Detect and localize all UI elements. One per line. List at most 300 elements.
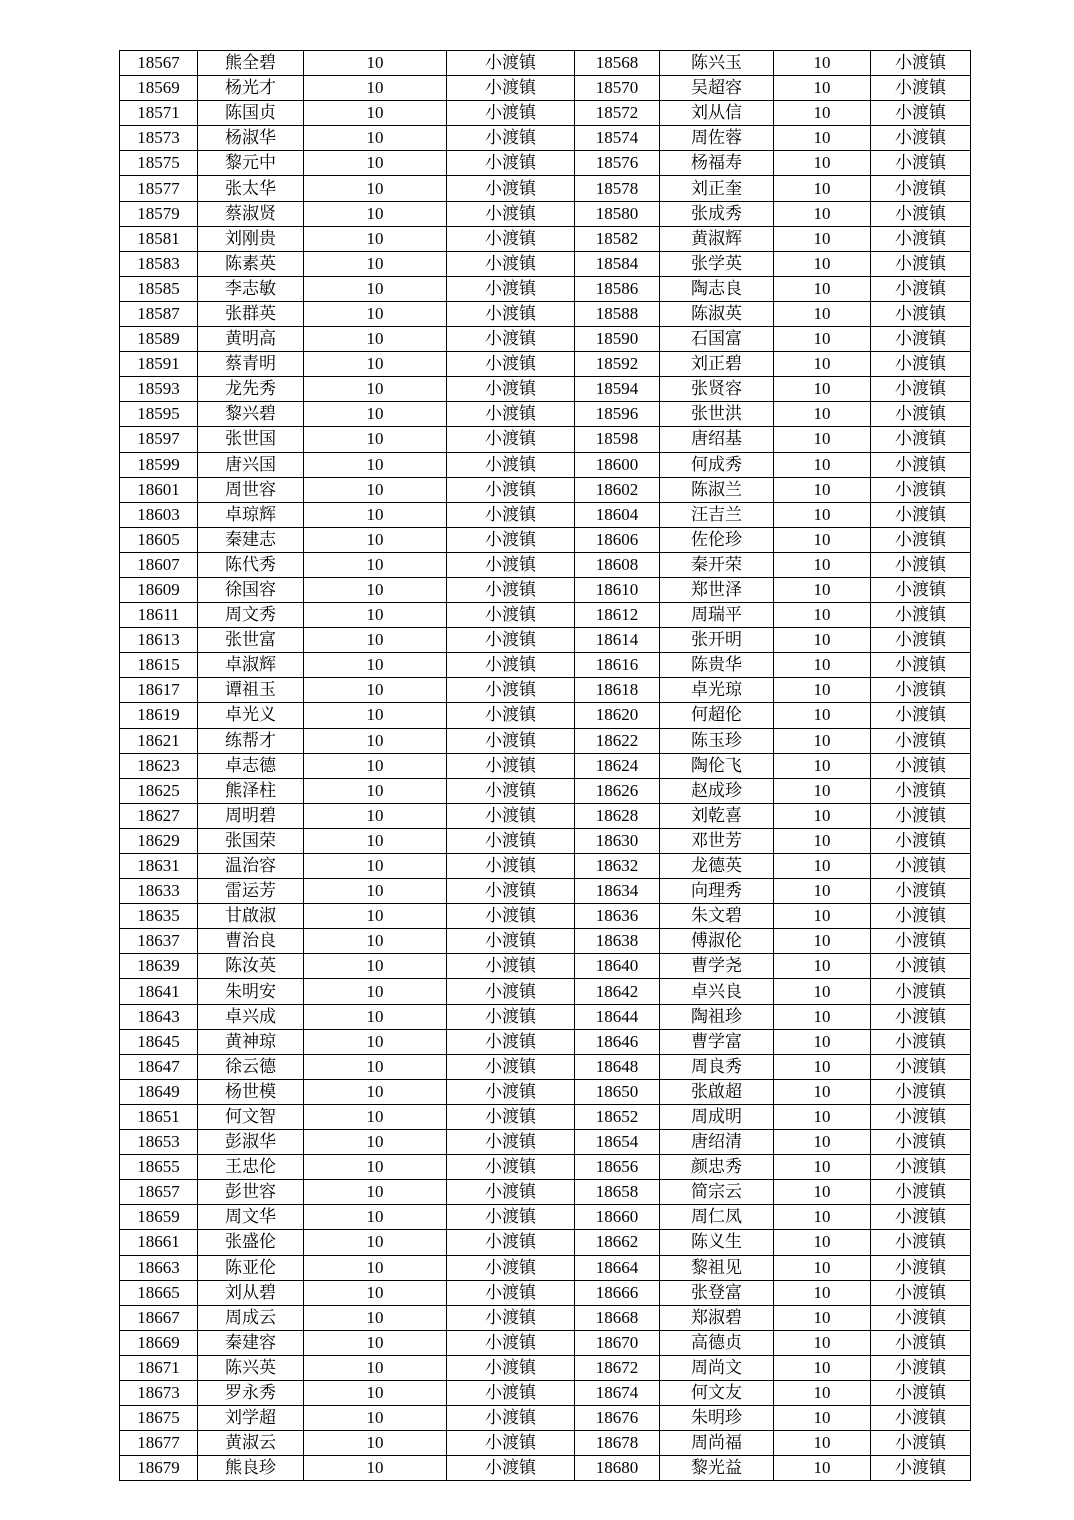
amount-cell: 10: [304, 904, 447, 929]
record-id-cell: 18636: [575, 904, 660, 929]
town-cell: 小渡镇: [871, 477, 971, 502]
record-id-cell: 18673: [120, 1380, 198, 1405]
record-id-cell: 18614: [575, 628, 660, 653]
town-cell: 小渡镇: [447, 151, 575, 176]
amount-cell: 10: [304, 1180, 447, 1205]
town-cell: 小渡镇: [447, 1155, 575, 1180]
person-name-cell: 张贤容: [660, 377, 774, 402]
person-name-cell: 周瑞平: [660, 603, 774, 628]
amount-cell: 10: [774, 377, 871, 402]
town-cell: 小渡镇: [447, 101, 575, 126]
record-id-cell: 18653: [120, 1130, 198, 1155]
amount-cell: 10: [774, 1155, 871, 1180]
amount-cell: 10: [304, 1280, 447, 1305]
person-name-cell: 陈淑英: [660, 301, 774, 326]
person-name-cell: 曹学富: [660, 1029, 774, 1054]
town-cell: 小渡镇: [871, 1155, 971, 1180]
table-row: [120, 1456, 971, 1481]
amount-cell: 10: [304, 452, 447, 477]
person-name-cell: 周文秀: [198, 603, 304, 628]
town-cell: 小渡镇: [871, 552, 971, 577]
record-id-cell: 18663: [120, 1255, 198, 1280]
amount-cell: 10: [774, 251, 871, 276]
person-name-cell: 杨光才: [198, 76, 304, 101]
amount-cell: 10: [304, 603, 447, 628]
amount-cell: 10: [774, 276, 871, 301]
amount-cell: 10: [774, 1029, 871, 1054]
amount-cell: 10: [774, 1205, 871, 1230]
amount-cell: 10: [304, 577, 447, 602]
town-cell: 小渡镇: [447, 1230, 575, 1255]
record-id-cell: 18596: [575, 402, 660, 427]
amount-cell: 10: [774, 1330, 871, 1355]
table-row: [120, 251, 971, 276]
person-name-cell: 刘乾喜: [660, 803, 774, 828]
town-cell: 小渡镇: [871, 1406, 971, 1431]
person-name-cell: 刘从碧: [198, 1280, 304, 1305]
person-name-cell: 石国富: [660, 327, 774, 352]
record-id-cell: 18629: [120, 828, 198, 853]
table-row: [120, 778, 971, 803]
person-name-cell: 卓兴成: [198, 1004, 304, 1029]
amount-cell: 10: [304, 778, 447, 803]
town-cell: 小渡镇: [871, 1355, 971, 1380]
person-name-cell: 张世富: [198, 628, 304, 653]
record-id-cell: 18655: [120, 1155, 198, 1180]
amount-cell: 10: [774, 1104, 871, 1129]
amount-cell: 10: [304, 126, 447, 151]
amount-cell: 10: [774, 151, 871, 176]
town-cell: 小渡镇: [871, 1456, 971, 1481]
town-cell: 小渡镇: [871, 1305, 971, 1330]
amount-cell: 10: [774, 452, 871, 477]
town-cell: 小渡镇: [447, 377, 575, 402]
town-cell: 小渡镇: [871, 352, 971, 377]
town-cell: 小渡镇: [871, 678, 971, 703]
amount-cell: 10: [774, 703, 871, 728]
table-row: [120, 402, 971, 427]
table-row: [120, 1130, 971, 1155]
record-id-cell: 18605: [120, 527, 198, 552]
record-id-cell: 18649: [120, 1079, 198, 1104]
record-id-cell: 18676: [575, 1406, 660, 1431]
record-id-cell: 18674: [575, 1380, 660, 1405]
person-name-cell: 简宗云: [660, 1180, 774, 1205]
record-id-cell: 18608: [575, 552, 660, 577]
person-name-cell: 陶志良: [660, 276, 774, 301]
record-id-cell: 18602: [575, 477, 660, 502]
table-row: [120, 1205, 971, 1230]
town-cell: 小渡镇: [871, 904, 971, 929]
town-cell: 小渡镇: [871, 753, 971, 778]
record-id-cell: 18615: [120, 653, 198, 678]
amount-cell: 10: [774, 628, 871, 653]
table-row: [120, 1180, 971, 1205]
person-name-cell: 赵成珍: [660, 778, 774, 803]
table-row: [120, 452, 971, 477]
town-cell: 小渡镇: [447, 1280, 575, 1305]
person-name-cell: 张盛伦: [198, 1230, 304, 1255]
person-name-cell: 彭淑华: [198, 1130, 304, 1155]
amount-cell: 10: [774, 1180, 871, 1205]
amount-cell: 10: [304, 201, 447, 226]
record-id-cell: 18657: [120, 1180, 198, 1205]
town-cell: 小渡镇: [447, 1029, 575, 1054]
record-id-cell: 18585: [120, 276, 198, 301]
town-cell: 小渡镇: [871, 703, 971, 728]
amount-cell: 10: [304, 226, 447, 251]
person-name-cell: 周良秀: [660, 1054, 774, 1079]
record-id-cell: 18610: [575, 577, 660, 602]
roster-table: [119, 50, 971, 1481]
table-row: [120, 954, 971, 979]
town-cell: 小渡镇: [871, 327, 971, 352]
table-row: [120, 828, 971, 853]
amount-cell: 10: [774, 1230, 871, 1255]
person-name-cell: 卓兴良: [660, 979, 774, 1004]
person-name-cell: 陶祖珍: [660, 1004, 774, 1029]
person-name-cell: 陶伦飞: [660, 753, 774, 778]
town-cell: 小渡镇: [447, 76, 575, 101]
amount-cell: 10: [774, 879, 871, 904]
person-name-cell: 刘从信: [660, 101, 774, 126]
amount-cell: 10: [304, 276, 447, 301]
record-id-cell: 18626: [575, 778, 660, 803]
record-id-cell: 18575: [120, 151, 198, 176]
record-id-cell: 18675: [120, 1406, 198, 1431]
town-cell: 小渡镇: [447, 1180, 575, 1205]
town-cell: 小渡镇: [447, 1004, 575, 1029]
record-id-cell: 18579: [120, 201, 198, 226]
amount-cell: 10: [304, 327, 447, 352]
amount-cell: 10: [774, 1431, 871, 1456]
record-id-cell: 18656: [575, 1155, 660, 1180]
person-name-cell: 周尚福: [660, 1431, 774, 1456]
town-cell: 小渡镇: [447, 1079, 575, 1104]
table-row: [120, 377, 971, 402]
amount-cell: 10: [304, 1305, 447, 1330]
record-id-cell: 18632: [575, 854, 660, 879]
person-name-cell: 吴超容: [660, 76, 774, 101]
table-row: [120, 1305, 971, 1330]
record-id-cell: 18654: [575, 1130, 660, 1155]
person-name-cell: 黄淑辉: [660, 226, 774, 251]
town-cell: 小渡镇: [447, 1255, 575, 1280]
amount-cell: 10: [304, 502, 447, 527]
amount-cell: 10: [304, 1355, 447, 1380]
town-cell: 小渡镇: [871, 1029, 971, 1054]
person-name-cell: 周佐蓉: [660, 126, 774, 151]
table-row: [120, 151, 971, 176]
person-name-cell: 周成明: [660, 1104, 774, 1129]
record-id-cell: 18643: [120, 1004, 198, 1029]
table-row: [120, 1054, 971, 1079]
amount-cell: 10: [304, 176, 447, 201]
town-cell: 小渡镇: [871, 276, 971, 301]
town-cell: 小渡镇: [871, 1004, 971, 1029]
record-id-cell: 18613: [120, 628, 198, 653]
town-cell: 小渡镇: [871, 251, 971, 276]
record-id-cell: 18620: [575, 703, 660, 728]
table-row: [120, 101, 971, 126]
record-id-cell: 18577: [120, 176, 198, 201]
record-id-cell: 18609: [120, 577, 198, 602]
amount-cell: 10: [304, 979, 447, 1004]
town-cell: 小渡镇: [447, 879, 575, 904]
amount-cell: 10: [774, 1406, 871, 1431]
town-cell: 小渡镇: [447, 552, 575, 577]
table-row: [120, 176, 971, 201]
person-name-cell: 熊泽柱: [198, 778, 304, 803]
town-cell: 小渡镇: [447, 1431, 575, 1456]
record-id-cell: 18612: [575, 603, 660, 628]
person-name-cell: 甘啟淑: [198, 904, 304, 929]
record-id-cell: 18625: [120, 778, 198, 803]
amount-cell: 10: [304, 427, 447, 452]
table-row: [120, 276, 971, 301]
person-name-cell: 陈兴玉: [660, 51, 774, 76]
amount-cell: 10: [304, 151, 447, 176]
town-cell: 小渡镇: [871, 778, 971, 803]
record-id-cell: 18638: [575, 929, 660, 954]
amount-cell: 10: [774, 1054, 871, 1079]
amount-cell: 10: [774, 51, 871, 76]
record-id-cell: 18594: [575, 377, 660, 402]
record-id-cell: 18660: [575, 1205, 660, 1230]
table-row: [120, 552, 971, 577]
record-id-cell: 18645: [120, 1029, 198, 1054]
record-id-cell: 18644: [575, 1004, 660, 1029]
town-cell: 小渡镇: [871, 879, 971, 904]
person-name-cell: 秦建容: [198, 1330, 304, 1355]
amount-cell: 10: [774, 301, 871, 326]
amount-cell: 10: [304, 803, 447, 828]
record-id-cell: 18664: [575, 1255, 660, 1280]
record-id-cell: 18640: [575, 954, 660, 979]
person-name-cell: 唐绍基: [660, 427, 774, 452]
table-row: [120, 1079, 971, 1104]
record-id-cell: 18588: [575, 301, 660, 326]
person-name-cell: 周世容: [198, 477, 304, 502]
table-row: [120, 1255, 971, 1280]
amount-cell: 10: [774, 327, 871, 352]
town-cell: 小渡镇: [447, 452, 575, 477]
town-cell: 小渡镇: [871, 603, 971, 628]
person-name-cell: 朱明安: [198, 979, 304, 1004]
person-name-cell: 周明碧: [198, 803, 304, 828]
town-cell: 小渡镇: [447, 854, 575, 879]
person-name-cell: 何成秀: [660, 452, 774, 477]
person-name-cell: 黄明高: [198, 327, 304, 352]
amount-cell: 10: [774, 76, 871, 101]
table-row: [120, 979, 971, 1004]
amount-cell: 10: [304, 728, 447, 753]
person-name-cell: 张学英: [660, 251, 774, 276]
person-name-cell: 佐伦珍: [660, 527, 774, 552]
table-row: [120, 477, 971, 502]
town-cell: 小渡镇: [871, 176, 971, 201]
person-name-cell: 张开明: [660, 628, 774, 653]
town-cell: 小渡镇: [447, 1305, 575, 1330]
town-cell: 小渡镇: [447, 728, 575, 753]
record-id-cell: 18678: [575, 1431, 660, 1456]
town-cell: 小渡镇: [447, 603, 575, 628]
town-cell: 小渡镇: [447, 276, 575, 301]
town-cell: 小渡镇: [447, 1330, 575, 1355]
person-name-cell: 陈汝英: [198, 954, 304, 979]
record-id-cell: 18567: [120, 51, 198, 76]
town-cell: 小渡镇: [447, 653, 575, 678]
table-row: [120, 1406, 971, 1431]
person-name-cell: 徐国容: [198, 577, 304, 602]
amount-cell: 10: [304, 753, 447, 778]
record-id-cell: 18600: [575, 452, 660, 477]
amount-cell: 10: [774, 577, 871, 602]
record-id-cell: 18646: [575, 1029, 660, 1054]
town-cell: 小渡镇: [447, 577, 575, 602]
town-cell: 小渡镇: [447, 226, 575, 251]
person-name-cell: 蔡青明: [198, 352, 304, 377]
person-name-cell: 彭世容: [198, 1180, 304, 1205]
table-row: [120, 854, 971, 879]
table-row: [120, 352, 971, 377]
record-id-cell: 18582: [575, 226, 660, 251]
record-id-cell: 18677: [120, 1431, 198, 1456]
table-row: [120, 226, 971, 251]
person-name-cell: 罗永秀: [198, 1380, 304, 1405]
record-id-cell: 18642: [575, 979, 660, 1004]
person-name-cell: 朱文碧: [660, 904, 774, 929]
record-id-cell: 18574: [575, 126, 660, 151]
amount-cell: 10: [774, 929, 871, 954]
table-row: [120, 1004, 971, 1029]
town-cell: 小渡镇: [871, 979, 971, 1004]
table-row: [120, 1380, 971, 1405]
person-name-cell: 卓淑辉: [198, 653, 304, 678]
amount-cell: 10: [774, 427, 871, 452]
table-row: [120, 803, 971, 828]
record-id-cell: 18581: [120, 226, 198, 251]
person-name-cell: 刘刚贵: [198, 226, 304, 251]
town-cell: 小渡镇: [871, 51, 971, 76]
record-id-cell: 18650: [575, 1079, 660, 1104]
person-name-cell: 李志敏: [198, 276, 304, 301]
town-cell: 小渡镇: [871, 427, 971, 452]
record-id-cell: 18571: [120, 101, 198, 126]
town-cell: 小渡镇: [447, 778, 575, 803]
amount-cell: 10: [774, 1380, 871, 1405]
town-cell: 小渡镇: [871, 1230, 971, 1255]
amount-cell: 10: [304, 477, 447, 502]
table-row: [120, 678, 971, 703]
town-cell: 小渡镇: [447, 1054, 575, 1079]
table-row: [120, 703, 971, 728]
person-name-cell: 徐云德: [198, 1054, 304, 1079]
amount-cell: 10: [304, 1155, 447, 1180]
amount-cell: 10: [304, 653, 447, 678]
person-name-cell: 陈亚伦: [198, 1255, 304, 1280]
record-id-cell: 18569: [120, 76, 198, 101]
table-row: [120, 1355, 971, 1380]
record-id-cell: 18611: [120, 603, 198, 628]
person-name-cell: 周文华: [198, 1205, 304, 1230]
amount-cell: 10: [304, 51, 447, 76]
town-cell: 小渡镇: [871, 402, 971, 427]
person-name-cell: 颜忠秀: [660, 1155, 774, 1180]
record-id-cell: 18587: [120, 301, 198, 326]
record-id-cell: 18592: [575, 352, 660, 377]
amount-cell: 10: [304, 101, 447, 126]
record-id-cell: 18593: [120, 377, 198, 402]
town-cell: 小渡镇: [871, 201, 971, 226]
amount-cell: 10: [774, 778, 871, 803]
amount-cell: 10: [304, 1104, 447, 1129]
record-id-cell: 18667: [120, 1305, 198, 1330]
table-row: [120, 929, 971, 954]
amount-cell: 10: [774, 979, 871, 1004]
record-id-cell: 18647: [120, 1054, 198, 1079]
record-id-cell: 18662: [575, 1230, 660, 1255]
person-name-cell: 陈素英: [198, 251, 304, 276]
person-name-cell: 陈义生: [660, 1230, 774, 1255]
amount-cell: 10: [304, 251, 447, 276]
amount-cell: 10: [774, 1004, 871, 1029]
town-cell: 小渡镇: [447, 1205, 575, 1230]
record-id-cell: 18669: [120, 1330, 198, 1355]
town-cell: 小渡镇: [871, 954, 971, 979]
town-cell: 小渡镇: [871, 728, 971, 753]
record-id-cell: 18633: [120, 879, 198, 904]
amount-cell: 10: [304, 402, 447, 427]
person-name-cell: 龙德英: [660, 854, 774, 879]
town-cell: 小渡镇: [871, 151, 971, 176]
record-id-cell: 18671: [120, 1355, 198, 1380]
person-name-cell: 朱明珍: [660, 1406, 774, 1431]
record-id-cell: 18621: [120, 728, 198, 753]
table-row: [120, 51, 971, 76]
person-name-cell: 陈兴英: [198, 1355, 304, 1380]
person-name-cell: 周仁凤: [660, 1205, 774, 1230]
record-id-cell: 18679: [120, 1456, 198, 1481]
record-id-cell: 18590: [575, 327, 660, 352]
table-row: [120, 1104, 971, 1129]
table-row: [120, 577, 971, 602]
town-cell: 小渡镇: [871, 1255, 971, 1280]
person-name-cell: 黄淑云: [198, 1431, 304, 1456]
amount-cell: 10: [304, 1130, 447, 1155]
town-cell: 小渡镇: [447, 979, 575, 1004]
person-name-cell: 张群英: [198, 301, 304, 326]
town-cell: 小渡镇: [871, 452, 971, 477]
person-name-cell: 刘正碧: [660, 352, 774, 377]
record-id-cell: 18665: [120, 1280, 198, 1305]
town-cell: 小渡镇: [871, 1431, 971, 1456]
town-cell: 小渡镇: [871, 803, 971, 828]
amount-cell: 10: [304, 1205, 447, 1230]
record-id-cell: 18570: [575, 76, 660, 101]
person-name-cell: 刘学超: [198, 1406, 304, 1431]
town-cell: 小渡镇: [871, 527, 971, 552]
person-name-cell: 傅淑伦: [660, 929, 774, 954]
amount-cell: 10: [304, 1380, 447, 1405]
person-name-cell: 卓光义: [198, 703, 304, 728]
amount-cell: 10: [304, 879, 447, 904]
record-id-cell: 18598: [575, 427, 660, 452]
town-cell: 小渡镇: [447, 954, 575, 979]
amount-cell: 10: [774, 176, 871, 201]
table-row: [120, 904, 971, 929]
town-cell: 小渡镇: [871, 1104, 971, 1129]
